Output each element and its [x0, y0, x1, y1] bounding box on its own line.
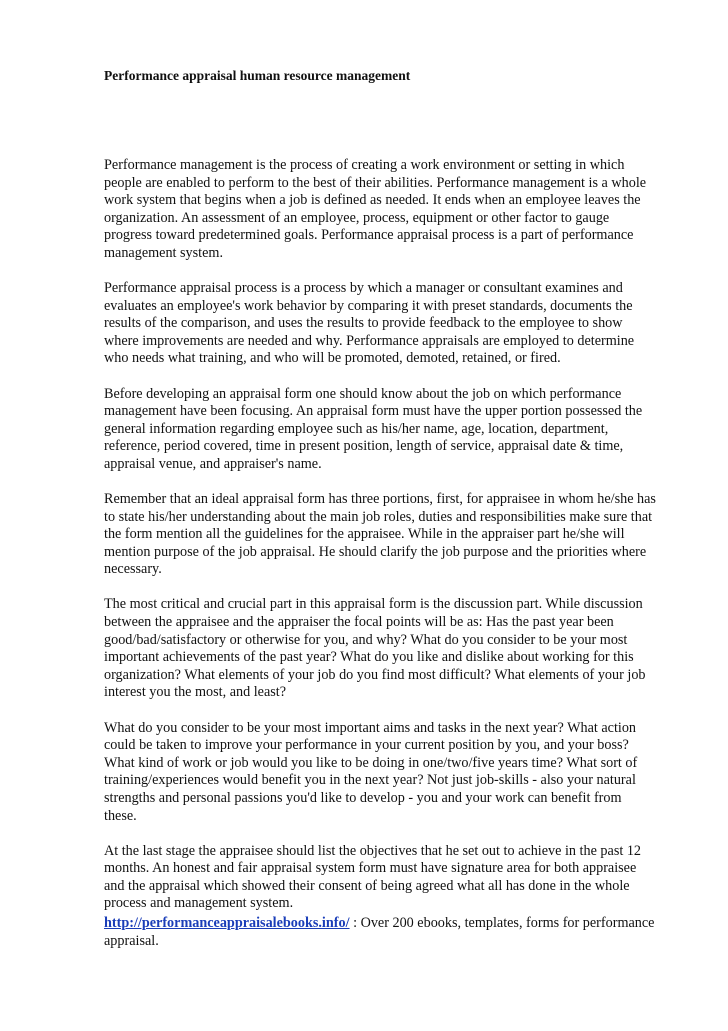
paragraph-2: Performance appraisal process is a process by which a manager or consultant examines and evaluates an employee's work behavior by comparing it with preset standards, documents the results of the comparison, and uses the results to provide feedback to the employee to show where improvements are needed and why. Performance appraisals are employed to determine who needs what training, and who will be promoted, demoted, retained, or fired. — [104, 280, 635, 367]
ebooks-link[interactable]: http://performanceappraisalebooks.info/ — [104, 915, 350, 931]
paragraph-6: What do you consider to be your most important aims and tasks in the next year? What action could be taken to improve your performance in your current position by you, and your boss? What kind of work or job would you like to be doing in one/two/five years time? What sort of training/experiences would benefit you in the next year? Not just job-skills - also your natural strengths and personal passions you'd like to develop - you and your work can benefit from these. — [104, 719, 638, 824]
footer-note — [104, 915, 656, 950]
paragraph-4: Remember that an ideal appraisal form has three portions, first, for appraisee in whom he/she has to state his/her understanding about the main job roles, duties and responsibilities make sure that the form mention all the guidelines for the appraisee. While in the appraiser part he/she will mention purpose of the job appraisal. He should clarify the job purpose and the priorities where necessary. — [104, 491, 656, 578]
paragraph-7: At the last stage the appraisee should list the objectives that he set out to achieve in the past 12 months. An honest and fair appraisal system form must have signature area for both appraisee and the appraisal which showed their consent of being agreed what all has done in the whole process and management system. — [104, 842, 642, 912]
paragraph-3: Before developing an appraisal form one should know about the job on which performance management have been focusing. An appraisal form must have the upper portion possessed the general information regarding employee such as his/her name, age, location, department, reference, period covered, time in present position, length of service, appraisal date & time, appraisal venue, and appraiser's name. — [104, 385, 643, 472]
paragraph-5: The most critical and crucial part in this appraisal form is the discussion part. While discussion between the appraisee and the appraiser the focal points will be as: Has the past year been good/bad/satisfactory or otherwise for you, and why? What do you consider to be your most important achievements of the past year? What do you like and dislike about working for this organization? What elements of your job do you find most difficult? What elements of your job interest you the most, and least? — [104, 596, 646, 701]
document-body — [104, 157, 656, 930]
document-title: Performance appraisal human resource management — [104, 68, 411, 83]
paragraph-1: Performance management is the process of creating a work environment or setting in which people are enabled to perform to the best of their abilities. Performance management is a whole work system that begins when a job is defined as needed. It ends when an employee leaves the organization. An assessment of an employee, process, equipment or other factor to gauge progress toward predetermined goals. Performance appraisal process is a part of performance management system. — [104, 157, 647, 261]
footer-text: : Over 200 ebooks, templates, forms for performance appraisal. — [104, 915, 655, 949]
